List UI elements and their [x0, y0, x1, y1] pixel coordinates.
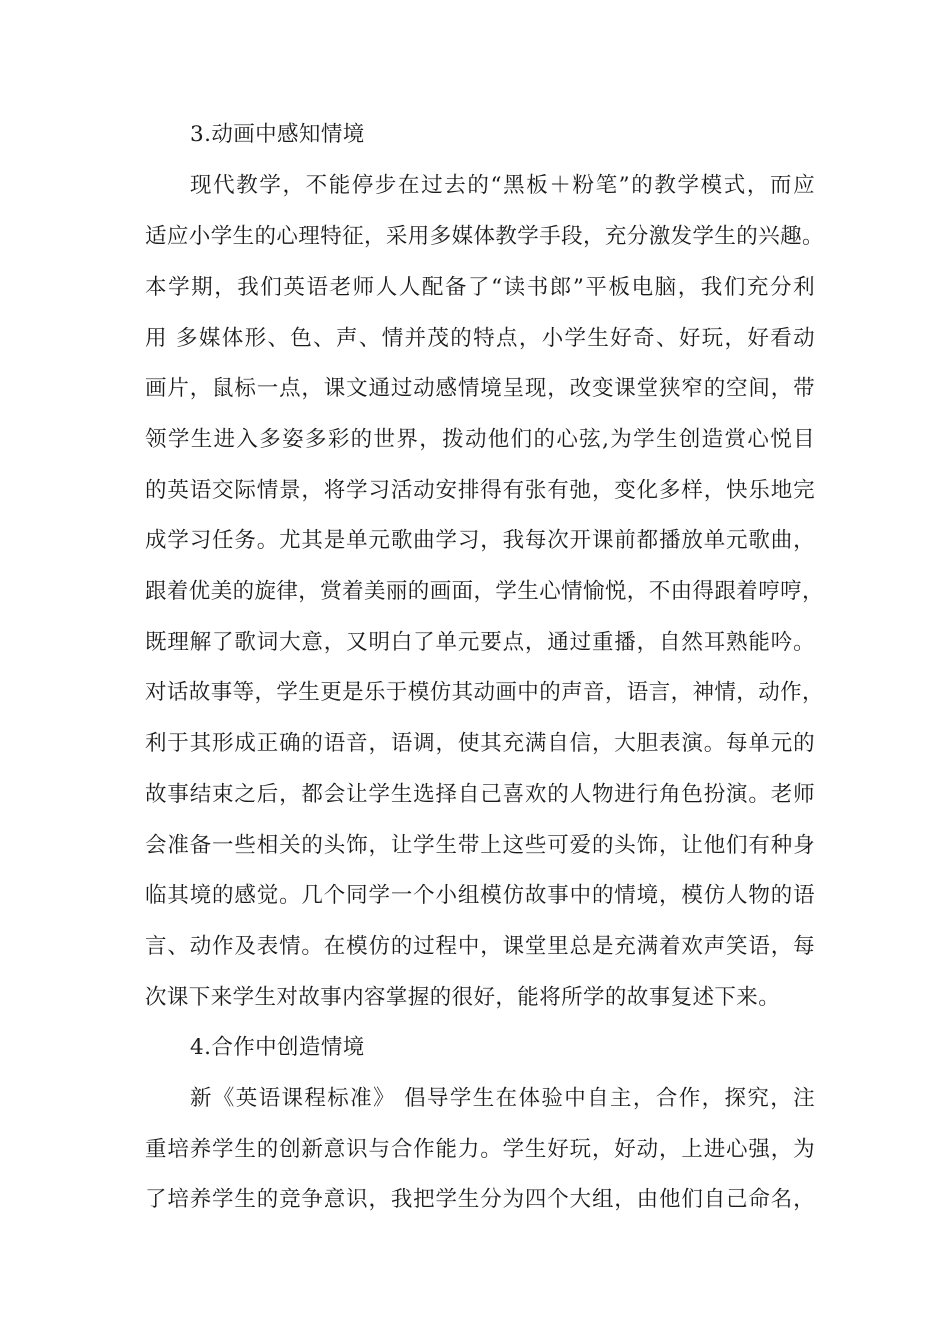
paragraph-line: 成学习任务。尤其是单元歌曲学习，我每次开课前都播放单元歌曲， [145, 528, 815, 553]
paragraph-line: 既理解了歌词大意，又明白了单元要点，通过重播，自然耳熟能吟。 [145, 630, 815, 655]
paragraph-line: 领学生进入多姿多彩的世界，拨动他们的心弦,为学生创造赏心悦目 [145, 427, 815, 452]
paragraph-line: 对话故事等，学生更是乐于模仿其动画中的声音，语言，神情，动作， [145, 680, 824, 705]
paragraph-line: 跟着优美的旋律，赏着美丽的画面，学生心情愉悦，不由得跟着哼哼， [145, 579, 824, 604]
paragraph-line: 新《英语课程标准》 倡导学生在体验中自主，合作，探究，注 [190, 1086, 815, 1111]
paragraph-line: 会准备一些相关的头饰，让学生带上这些可爱的头饰，让他们有种身 [145, 833, 815, 858]
paragraph-line: 适应小学生的心理特征，采用多媒体教学手段，充分激发学生的兴趣。 [145, 224, 824, 249]
section-heading: 4.合作中创造情境 [190, 1035, 365, 1060]
paragraph-line: 次课下来学生对故事内容掌握的很好，能将所学的故事复述下来。 [145, 985, 781, 1010]
paragraph-line: 言、动作及表情。在模仿的过程中，课堂里总是充满着欢声笑语，每 [145, 934, 815, 959]
paragraph-line: 画片，鼠标一点，课文通过动感情境呈现，改变课堂狭窄的空间，带 [145, 376, 815, 401]
paragraph-line: 故事结束之后，都会让学生选择自己喜欢的人物进行角色扮演。老师 [145, 782, 815, 807]
paragraph-line: 重培养学生的创新意识与合作能力。学生好玩，好动，上进心强，为 [145, 1137, 815, 1162]
paragraph-line: 本学期，我们英语老师人人配备了“读书郎”平板电脑，我们充分利 [145, 275, 815, 300]
paragraph-line: 现代教学，不能停步在过去的“黑板＋粉笔”的教学模式，而应 [190, 173, 815, 198]
paragraph-line: 临其境的感觉。几个同学一个小组模仿故事中的情境，模仿人物的语 [145, 883, 815, 908]
paragraph-line: 的英语交际情景，将学习活动安排得有张有弛，变化多样，快乐地完 [145, 478, 815, 503]
paragraph-line: 利于其形成正确的语音，语调，使其充满自信，大胆表演。每单元的 [145, 731, 815, 756]
section-heading: 3.动画中感知情境 [190, 122, 365, 147]
paragraph-line: 用 多媒体形、色、声、情并茂的特点，小学生好奇、好玩，好看动 [145, 326, 815, 351]
paragraph-line: 了培养学生的竞争意识，我把学生分为四个大组，由他们自己命名， [145, 1187, 815, 1212]
